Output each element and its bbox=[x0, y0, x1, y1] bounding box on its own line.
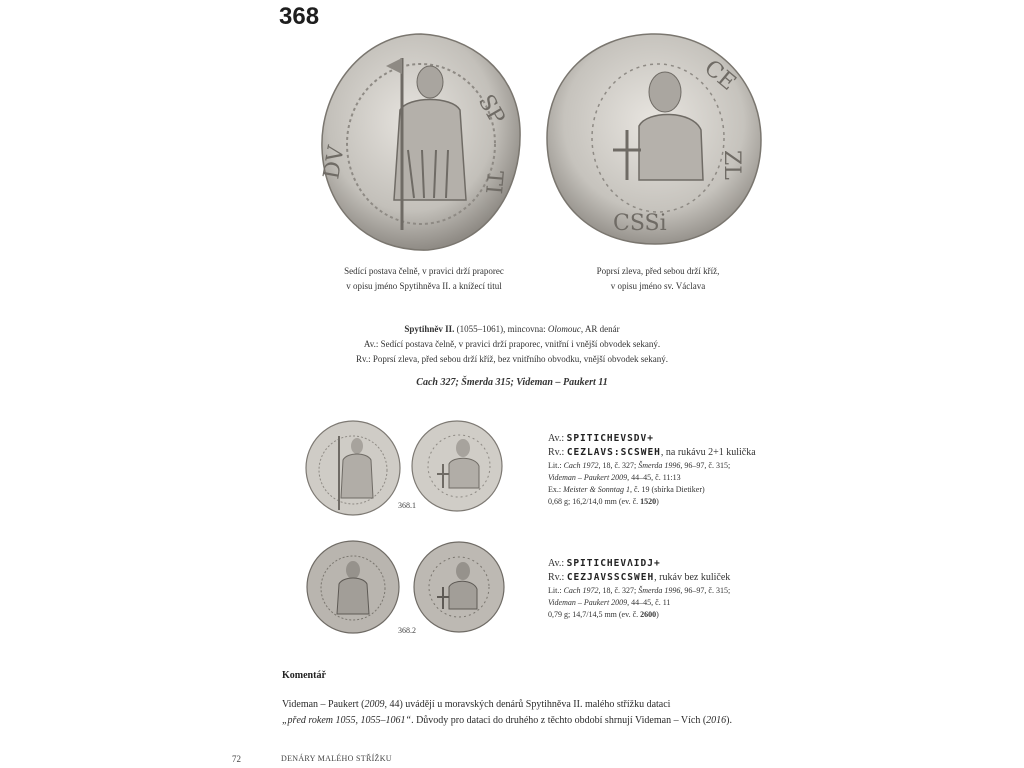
av-prefix: Av.: bbox=[548, 433, 567, 444]
obverse-description: Av.: Sedící postava čelně, v pravici drží praporec, vnitřní i vnější obvodek sekaný. bbox=[363, 339, 661, 349]
reverse-caption-line: Poprsí zleva, před sebou drží kříž, bbox=[596, 266, 720, 276]
av-legend: SPITICHEVSDV+ bbox=[566, 433, 654, 444]
catalog-references: Cach 327; Šmerda 315; Videman – Paukert 11 bbox=[416, 377, 608, 388]
specimen-2-details bbox=[548, 557, 808, 621]
specs: 0,68 g; 16,2/14,0 mm (ev. č. bbox=[548, 497, 641, 506]
specimen-2-literature bbox=[548, 585, 808, 597]
reverse-description: Rv.: Poprsí zleva, před sebou drží kříž, bez vnitřního obvodku, vnější obvodek sekaný. bbox=[355, 354, 669, 364]
svg-text:CSSi: CSSi bbox=[613, 211, 667, 236]
specimen-2-specs bbox=[548, 609, 808, 621]
comment-quote: „před rokem 1055, 1055–1061“ bbox=[282, 715, 412, 726]
comment-year: 2009 bbox=[364, 699, 385, 710]
svg-text:CE: CE bbox=[699, 55, 741, 96]
specimen-1-label: 368.1 bbox=[398, 501, 416, 510]
lit-cach-rest: , 18, č. 327; bbox=[598, 586, 639, 595]
specimen-2-reverse-legend bbox=[548, 571, 808, 585]
ex-prefix: Ex.: bbox=[548, 485, 564, 494]
rv-prefix: Rv.: bbox=[548, 572, 567, 583]
specimen-2-obverse-image bbox=[303, 538, 403, 636]
av-legend: SPITICHEVΛIDJ+ bbox=[566, 558, 661, 569]
ev-number: 1520 bbox=[640, 497, 657, 506]
ruler-name: Spytihněv II. bbox=[404, 324, 455, 334]
denomination: , AR denár bbox=[580, 324, 620, 334]
svg-text:ZL: ZL bbox=[719, 150, 744, 180]
rv-prefix: Rv.: bbox=[548, 447, 567, 458]
catalog-number: 368 bbox=[279, 3, 320, 30]
lit-videman: Videman – Paukert 2009 bbox=[548, 598, 628, 607]
ev-number: 2600 bbox=[640, 610, 657, 619]
specimen-2-label: 368.2 bbox=[398, 626, 416, 635]
comment-text: . Důvody pro dataci do druhého z těchto období shrnují Videman – Vích ( bbox=[411, 715, 707, 726]
comment-year: 2016 bbox=[706, 715, 727, 726]
ex-source: Meister & Sonntag 1 bbox=[563, 485, 630, 494]
svg-text:TI: TI bbox=[479, 169, 507, 195]
coin-description bbox=[230, 322, 794, 367]
lit-cach: Cach 1972 bbox=[563, 461, 599, 470]
lit-videman: Videman – Paukert 2009 bbox=[548, 473, 628, 482]
svg-text:DV: DV bbox=[319, 144, 350, 182]
comment-text: , 44) uvádějí u moravských denárů Spytihněva II. malého střížku dataci bbox=[384, 699, 671, 710]
specimen-1-obverse-legend bbox=[548, 432, 808, 446]
specimen-1-provenance bbox=[548, 484, 808, 496]
svg-text:SP: SP bbox=[472, 90, 510, 129]
lit-cach: Cach 1972 bbox=[563, 586, 599, 595]
reverse-coin-image bbox=[543, 30, 765, 248]
specimen-1-obverse-image bbox=[303, 418, 403, 518]
comment-line-2 bbox=[282, 713, 802, 729]
specimen-2-literature-2 bbox=[548, 597, 808, 609]
comment-body bbox=[282, 697, 802, 729]
rv-legend: CEZJAVSSCSWEH bbox=[566, 572, 655, 583]
footer-page-number: 72 bbox=[232, 754, 241, 764]
specs: 0,79 g; 14,7/14,5 mm (ev. č. bbox=[548, 610, 641, 619]
av-prefix: Av.: bbox=[548, 558, 567, 569]
comment-text: ). bbox=[726, 715, 733, 726]
lit-prefix: Lit.: bbox=[548, 586, 564, 595]
obverse-caption-line: v opisu jméno Spytihněva II. a knížecí titul bbox=[346, 281, 502, 291]
comment-line-1 bbox=[282, 697, 802, 713]
obverse-caption-line: Sedící postava čelně, v pravici drží praporec bbox=[344, 266, 504, 276]
mint-name: Olomouc bbox=[547, 324, 581, 334]
rv-legend: CEZLAVS:SCSWEH bbox=[566, 447, 661, 458]
specimen-1-specs bbox=[548, 496, 808, 508]
description-title-line bbox=[230, 322, 794, 337]
specimen-1-literature-2 bbox=[548, 472, 808, 484]
rv-note: , na rukávu 2+1 kulička bbox=[660, 447, 756, 458]
reverse-caption bbox=[540, 264, 776, 294]
specimen-1-literature bbox=[548, 460, 808, 472]
comment-heading: Komentář bbox=[282, 670, 326, 681]
obverse-coin-image bbox=[318, 30, 524, 254]
specs-end: ) bbox=[656, 497, 659, 506]
lit-videman-rest: , 44–45, č. 11 bbox=[627, 598, 671, 607]
specimen-1-reverse-legend bbox=[548, 446, 808, 460]
lit-smerda-rest: , 96–97, č. 315; bbox=[680, 461, 731, 470]
rv-note: , rukáv bez kuliček bbox=[654, 572, 731, 583]
lit-cach-rest: , 18, č. 327; bbox=[598, 461, 639, 470]
specimen-1-details bbox=[548, 432, 808, 508]
obverse-caption bbox=[306, 264, 542, 294]
lit-prefix: Lit.: bbox=[548, 461, 564, 470]
lit-smerda-rest: , 96–97, č. 315; bbox=[680, 586, 731, 595]
specimen-2-reverse-image bbox=[411, 539, 507, 635]
lit-smerda: Šmerda 1996 bbox=[638, 586, 681, 595]
reverse-caption-line: v opisu jméno sv. Václava bbox=[610, 281, 706, 291]
lit-smerda: Šmerda 1996 bbox=[638, 461, 681, 470]
running-title: DENÁRY MALÉHO STŘÍŽKU bbox=[281, 754, 392, 763]
specimen-2-obverse-legend bbox=[548, 557, 808, 571]
specimen-1-reverse-image bbox=[409, 418, 505, 514]
lit-videman-rest: , 44–45, č. 11:13 bbox=[627, 473, 681, 482]
specs-end: ) bbox=[656, 610, 659, 619]
ruler-detail: (1055–1061), mincovna: bbox=[454, 324, 548, 334]
ex-rest: , č. 19 (sbírka Dietiker) bbox=[630, 485, 705, 494]
comment-text: Videman – Paukert ( bbox=[282, 699, 365, 710]
